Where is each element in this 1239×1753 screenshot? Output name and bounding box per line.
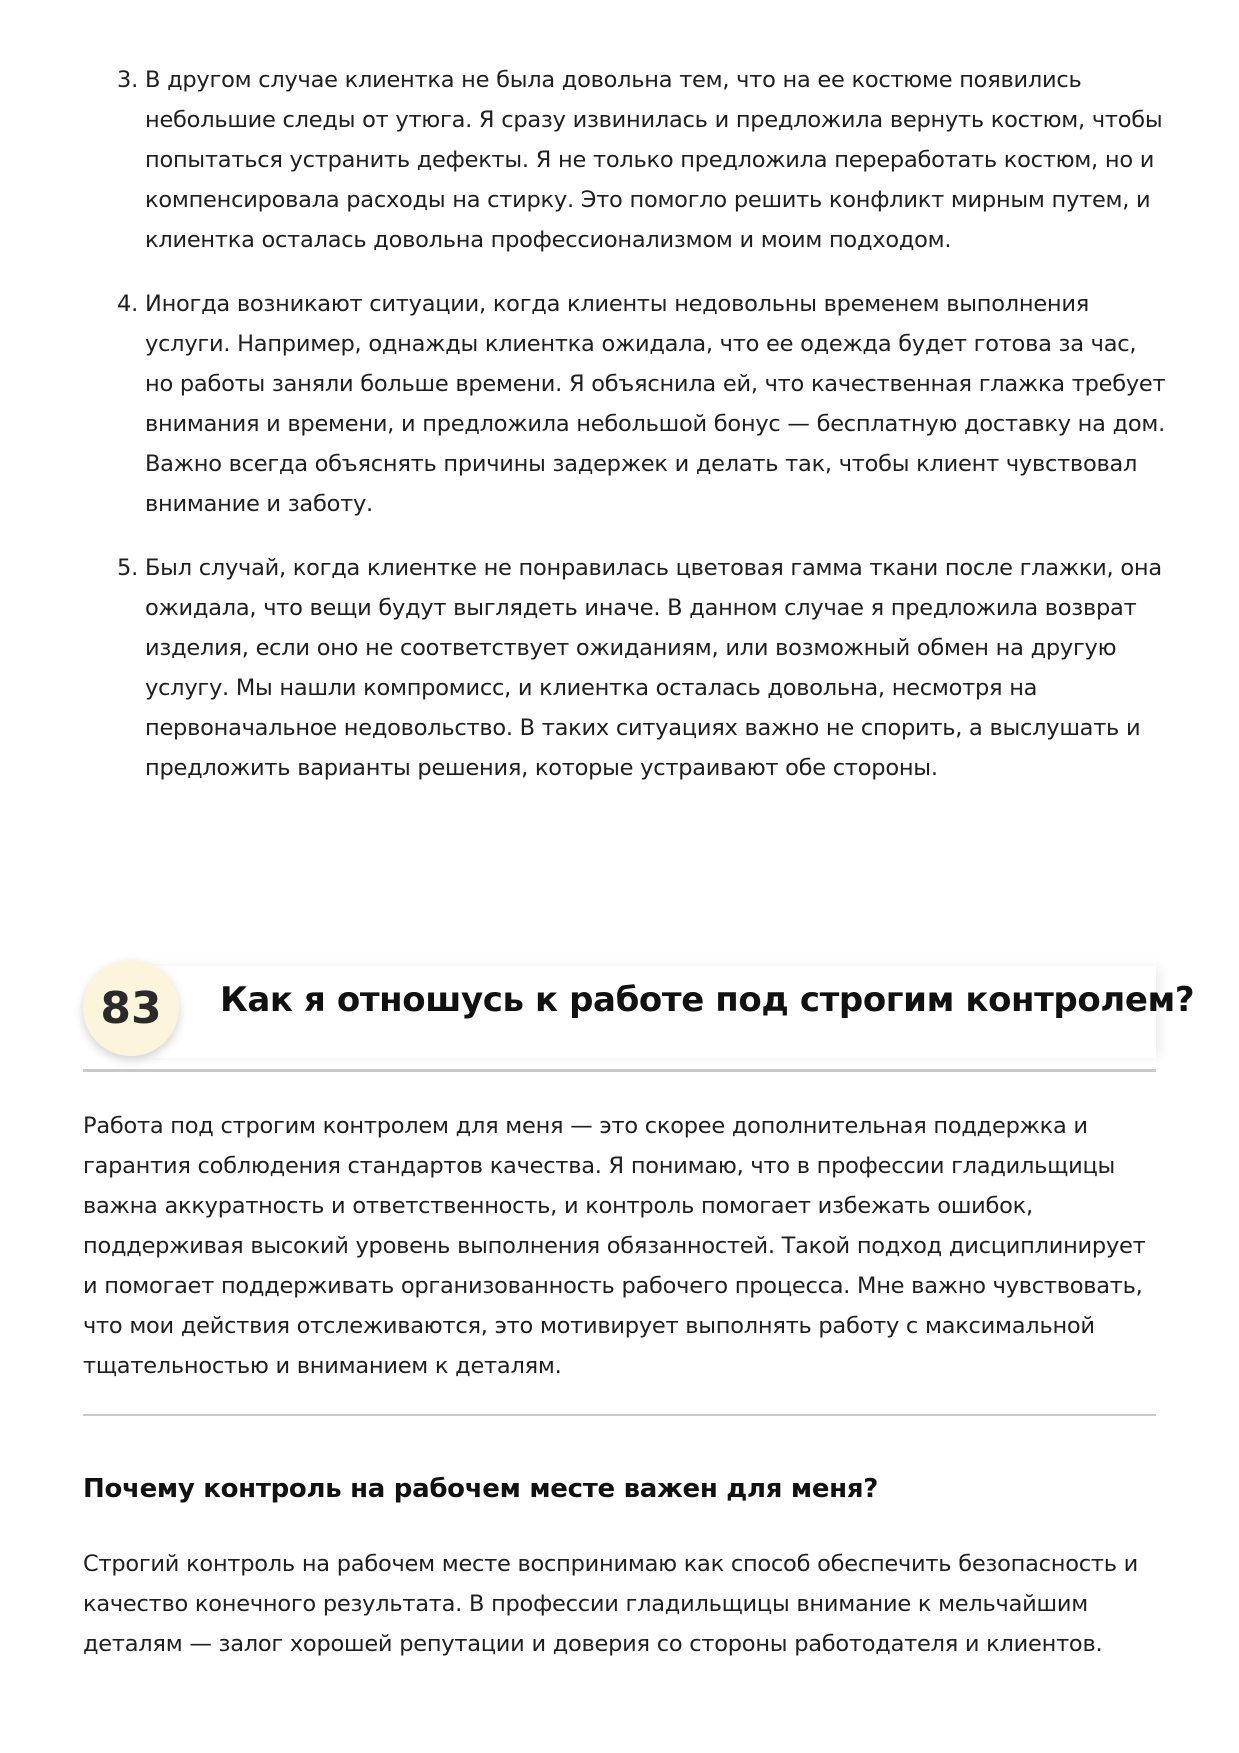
numbered-list	[117, 60, 1167, 812]
section-title: Как я отношусь к работе под строгим контролем?	[220, 980, 1195, 1020]
list-item	[117, 60, 1167, 260]
subheading-paragraph: Строгий контроль на рабочем месте воспринимаю как способ обеспечить безопасность и качество конечного результата. В профессии гладильщицы внимание к мельчайшим деталям — залог хорошей репутации и доверия со стороны работодателя и клиентов.	[83, 1551, 1138, 1657]
list-item-text: В другом случае клиентка не была довольна тем, что на ее костюме появились небольшие следы от утюга. Я сразу извинилась и предложила вернуть костюм, чтобы попытаться устранить дефекты. Я не только предложила переработать костюм, но и компенсировала расходы на стирку. Это помогло решить конфликт мирным путем, и клиентка осталась довольна профессионализмом и моим подходом.	[145, 67, 1163, 253]
subheading: Почему контроль на рабочем месте важен для меня?	[83, 1474, 879, 1504]
section-header	[83, 960, 1195, 1072]
list-item-text: Был случай, когда клиентке не понравилась цветовая гамма ткани после глажки, она ожидала, что вещи будут выглядеть иначе. В данном случае я предложила возврат изделия, если оно не соответствует ожиданиям, или возможный обмен на другую услугу. Мы нашли компромисс, и клиентка осталась довольна, несмотря на первоначальное недовольство. В таких ситуациях важно не спорить, а выслушать и предложить варианты решения, которые устраивают обе стороны.	[145, 555, 1162, 781]
list-item-text: Иногда возникают ситуации, когда клиенты недовольны временем выполнения услуги. Например, однажды клиентка ожидала, что ее одежда будет готова за час, но работы заняли больше времени. Я объяснила ей, что качественная глажка требует внимания и времени, и предложила небольшой бонус — бесплатную доставку на дом. Важно всегда объяснять причины задержек и делать так, чтобы клиент чувствовал внимание и заботу.	[145, 291, 1166, 517]
list-item-number: 3.	[117, 67, 138, 93]
list-item	[117, 548, 1167, 788]
section-divider	[83, 1414, 1156, 1416]
section-number-badge: 83	[83, 960, 179, 1056]
list-item-number: 5.	[117, 555, 138, 581]
list-item	[117, 284, 1167, 524]
section-intro-paragraph: Работа под строгим контролем для меня — это скорее дополнительная поддержка и гарантия соблюдения стандартов качества. Я понимаю, что в профессии гладильщицы важна аккуратность и ответственность, и контроль помогает избежать ошибок, поддерживая высокий уровень выполнения обязанностей. Такой подход дисциплинирует и помогает поддерживать организованность рабочего процесса. Мне важно чувствовать, что мои действия отслеживаются, это мотивирует выполнять работу с максимальной тщательностью и вниманием к деталям.	[83, 1113, 1146, 1379]
list-item-number: 4.	[117, 291, 138, 317]
